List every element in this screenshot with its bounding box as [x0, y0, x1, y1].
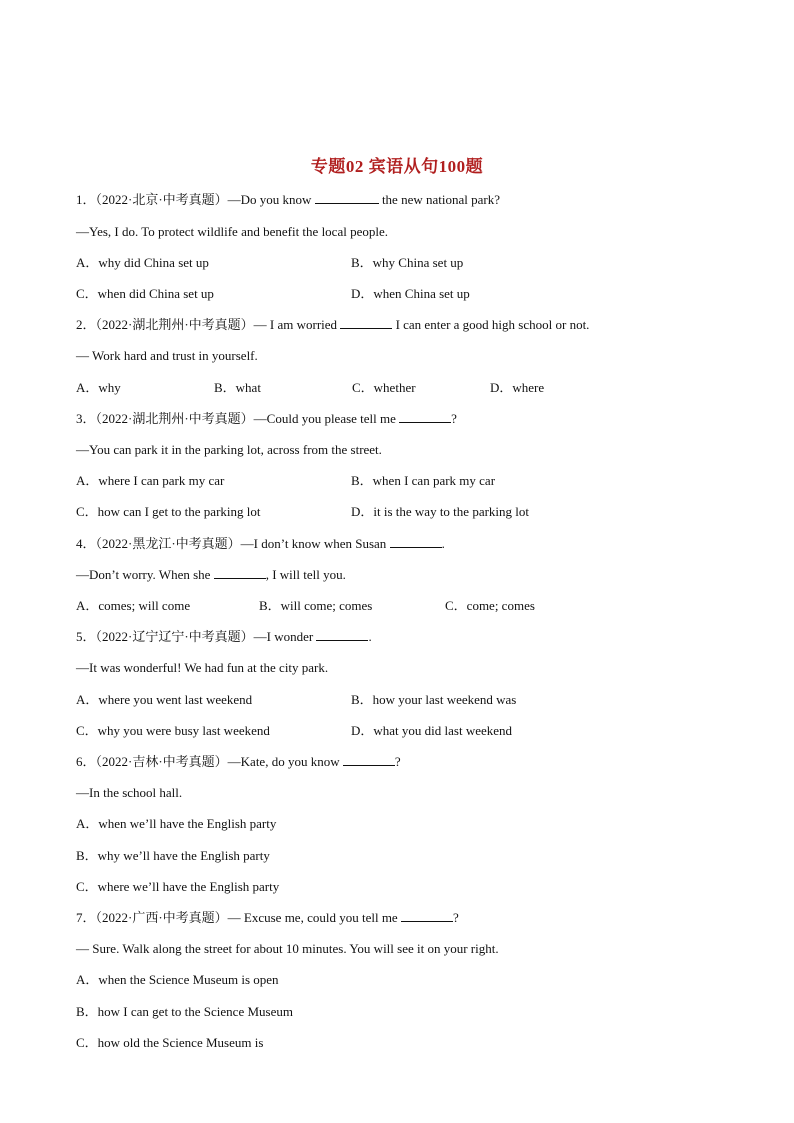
- option-b: B．how your last weekend was: [351, 692, 517, 707]
- option-a: A．where you went last weekend: [76, 692, 253, 707]
- option-b: B．will come; comes: [259, 598, 373, 613]
- option-c: C．where we’ll have the English party: [76, 879, 280, 894]
- option-d: D．it is the way to the parking lot: [351, 504, 530, 519]
- option-a: A．why did China set up: [76, 255, 209, 270]
- question-2: 2．（2022·湖北荆州·中考真题）— I am worried I can enter a good high school or not.: [76, 317, 590, 332]
- answer-blank: [214, 566, 266, 579]
- option-d: D．where: [490, 380, 545, 395]
- option-b: B．why we’ll have the English party: [76, 848, 270, 863]
- question-6: 6．（2022·吉林·中考真题）—Kate, do you know ?: [76, 754, 401, 769]
- question-5-reply: —It was wonderful! We had fun at the city park.: [76, 660, 329, 675]
- question-7: 7．（2022·广西·中考真题）— Excuse me, could you tell me ?: [76, 910, 459, 925]
- answer-blank: [315, 191, 379, 204]
- answer-blank: [399, 410, 451, 423]
- option-c: C．when did China set up: [76, 286, 214, 301]
- answer-blank: [390, 535, 442, 548]
- option-b: B．when I can park my car: [351, 473, 496, 488]
- option-c: C．come; comes: [445, 598, 535, 613]
- option-b: B．what: [214, 380, 261, 395]
- question-1-reply: —Yes, I do. To protect wildlife and benefit the local people.: [76, 224, 388, 239]
- question-7-reply: — Sure. Walk along the street for about 10 minutes. You will see it on your right.: [76, 941, 499, 956]
- answer-blank: [343, 753, 395, 766]
- option-a: A．comes; will come: [76, 598, 191, 613]
- option-c: C．how old the Science Museum is: [76, 1035, 264, 1050]
- option-c: C．whether: [352, 380, 416, 395]
- answer-blank: [401, 909, 453, 922]
- question-5: 5．（2022·辽宁辽宁·中考真题）—I wonder .: [76, 629, 372, 644]
- option-a: A．when the Science Museum is open: [76, 972, 279, 987]
- question-1: 1．（2022·北京·中考真题）—Do you know the new national park?: [76, 192, 500, 207]
- question-3-reply: —You can park it in the parking lot, across from the street.: [76, 442, 382, 457]
- option-b: B．why China set up: [351, 255, 464, 270]
- option-a: A．why: [76, 380, 121, 395]
- option-c: C．why you were busy last weekend: [76, 723, 270, 738]
- option-a: A．where I can park my car: [76, 473, 225, 488]
- question-3: 3．（2022·湖北荆州·中考真题）—Could you please tell me ?: [76, 411, 457, 426]
- page-title: 专题02 宾语从句100题: [310, 157, 484, 176]
- question-6-reply: —In the school hall.: [76, 785, 183, 800]
- question-4: 4．（2022·黑龙江·中考真题）—I don’t know when Susan .: [76, 536, 445, 551]
- answer-blank: [316, 628, 368, 641]
- answer-blank: [340, 316, 392, 329]
- option-d: D．when China set up: [351, 286, 470, 301]
- option-b: B．how I can get to the Science Museum: [76, 1004, 293, 1019]
- option-d: D．what you did last weekend: [351, 723, 513, 738]
- question-4-reply: —Don’t worry. When she , I will tell you.: [76, 567, 346, 582]
- option-a: A．when we’ll have the English party: [76, 816, 277, 831]
- question-2-reply: — Work hard and trust in yourself.: [76, 348, 258, 363]
- option-c: C．how can I get to the parking lot: [76, 504, 261, 519]
